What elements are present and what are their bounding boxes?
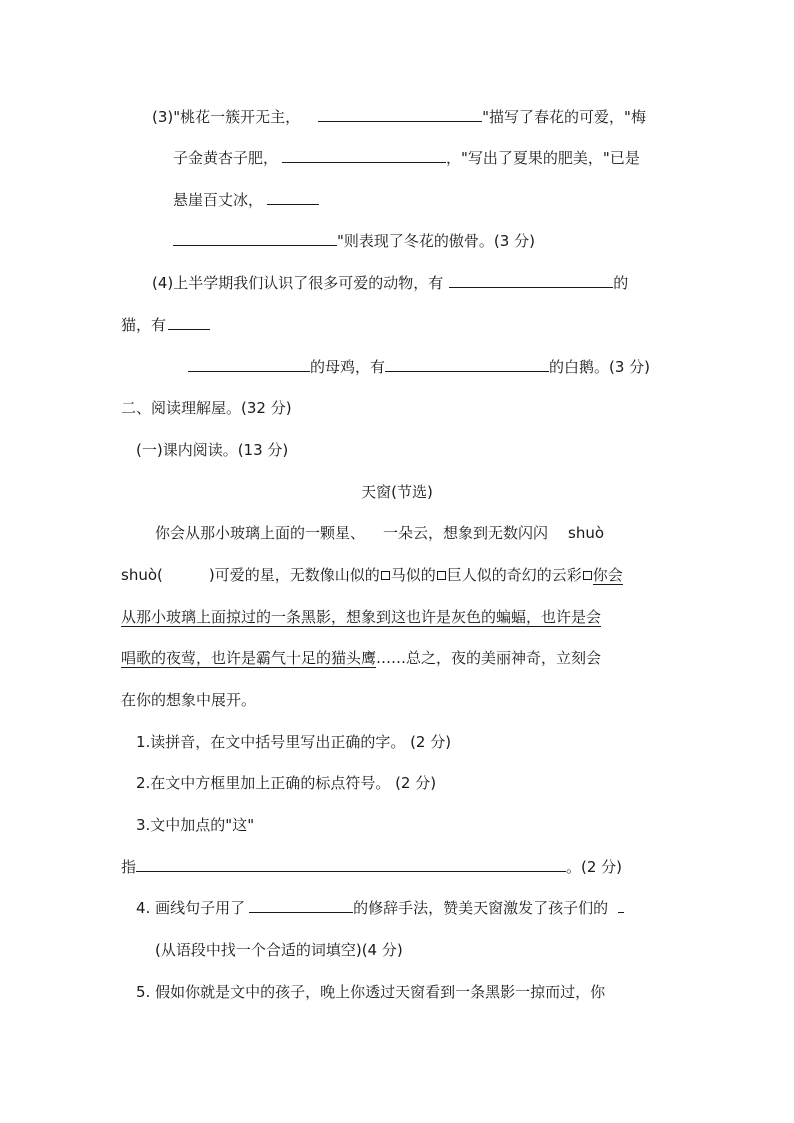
answer-blank[interactable] [173,230,337,246]
passage-line [121,564,623,586]
q4-line3 [188,356,650,378]
question-1: 1.读拼音，在文中括号里写出正确的字。 (2 分) [136,733,452,751]
q3-text: "则表现了冬花的傲骨。(3 分) [337,232,535,250]
pinyin-text: shuò [568,524,605,542]
underlined-sentence: 唱歌的夜莺，也许是霸气十足的猫头鹰 [121,649,377,667]
q3-line3 [173,189,319,211]
punctuation-box[interactable] [583,571,592,580]
q3-text: 子金黄杏子肥， [173,149,279,167]
answer-blank[interactable] [136,856,566,872]
answer-blank[interactable] [318,106,482,122]
passage-line: 在你的想象中展开。 [121,691,257,709]
question-text: 指 [121,858,137,876]
passage-text: 马似的 [390,566,436,584]
passage-line [121,606,601,628]
q4-text: 猫，有 [121,316,167,334]
answer-blank[interactable] [385,356,549,372]
q3-text: ，"写出了夏果的肥美，"已是 [446,149,640,167]
q4-line1 [152,272,628,294]
question-2: 2.在文中方框里加上正确的标点符号。 (2 分) [136,774,437,792]
q3-text: 悬崖百丈冰， [173,191,264,209]
q4-text: (4)上半学期我们认识了很多可爱的动物，有 [152,274,444,292]
question-3-answer [121,856,622,878]
q3-line1 [152,106,646,128]
passage-text: 你会从那小玻璃上面的一颗星、 [155,524,366,542]
answer-blank[interactable] [188,356,310,372]
answer-blank[interactable] [249,897,353,913]
passage-line [155,522,604,544]
answer-blank[interactable] [618,897,624,913]
underlined-sentence: 从那小玻璃上面掠过的一条黑影，想象到这也许是灰色的蝙蝠，也许是会 [121,608,602,626]
q3-line2 [173,147,640,169]
punctuation-box[interactable] [437,571,446,580]
question-4 [136,897,624,919]
answer-blank[interactable] [282,147,446,163]
q3-text: (3)"桃花一簇开无主， [152,108,301,126]
q3-text: "描写了春花的可爱，"梅 [482,108,646,126]
subsection-heading: (一)课内阅读。(13 分) [136,441,289,459]
passage-title: 天窗(节选) [361,483,433,501]
punctuation-box[interactable] [381,571,390,580]
q4-text: 的母鸡，有 [310,358,386,376]
passage-text: 一朵云，想象到无数闪闪 [383,524,549,542]
passage-text: 巨人似的奇幻的云彩 [446,566,582,584]
q4-text: 的 [613,274,629,292]
answer-blank[interactable] [449,272,613,288]
answer-blank[interactable] [168,314,210,330]
underlined-sentence: 你会 [592,566,623,584]
q4-text: 的白鹅。(3 分) [549,358,651,376]
question-text: 的修辞手法，赞美天窗激发了孩子们的 [353,899,609,917]
question-5: 5. 假如你就是文中的孩子，晚上你透过天窗看到一条黑影一掠而过，你 [136,983,606,1001]
section-heading: 二、阅读理解屋。(32 分) [121,399,292,417]
passage-text: ……总之，夜的美丽神奇，立刻会 [376,649,602,667]
question-text: 4. 画线句子用了 [136,899,246,917]
passage-line [121,647,601,669]
q4-line2 [121,314,210,336]
question-3: 3.文中加点的"这" [136,816,255,834]
passage-text: )可爱的星，无数像山似的 [208,566,380,584]
question-4-hint: (从语段中找一个合适的词填空)(4 分) [155,941,403,959]
q3-line4 [173,230,535,252]
pinyin-text: shuò( [121,566,163,584]
answer-blank[interactable] [267,189,319,205]
question-text: 。(2 分) [566,858,623,876]
